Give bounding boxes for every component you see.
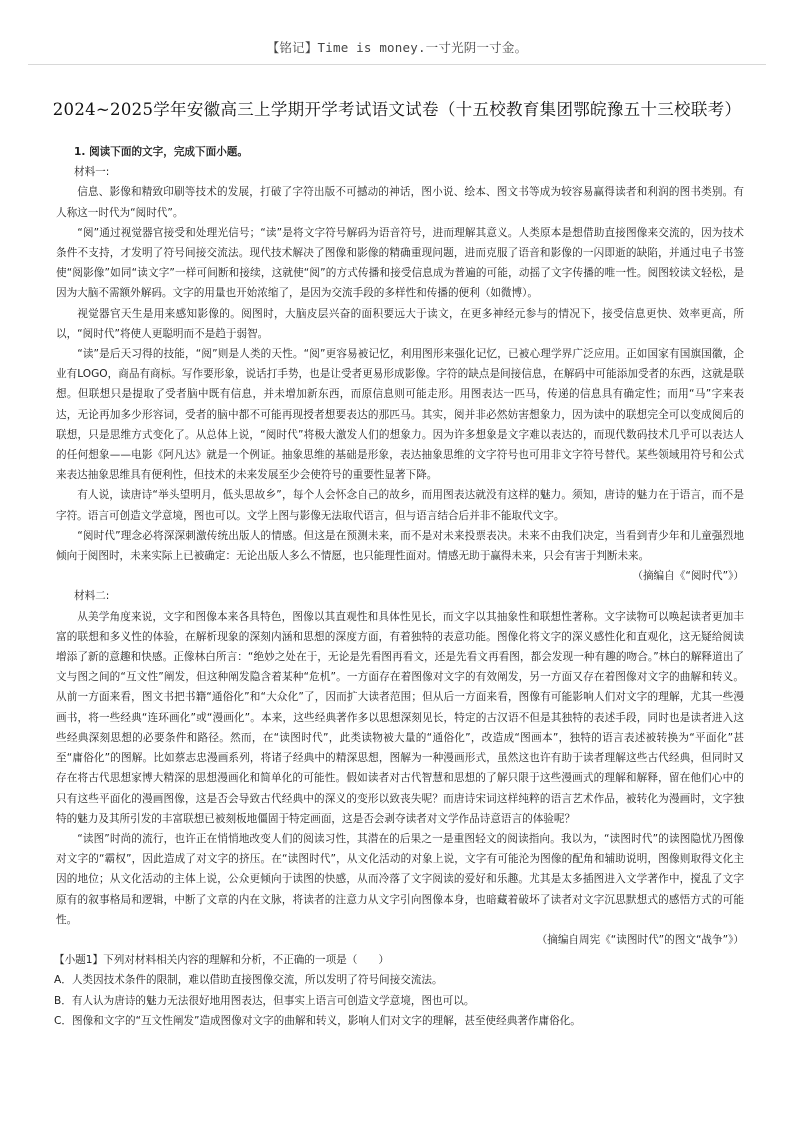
option-c: C．图像和文字的“互文性阐发”造成图像对文字的曲解和转义，影响人们对文字的理解，甚至使经典著作庸俗化。: [54, 1014, 581, 1027]
material2-label: 材料二:: [74, 590, 110, 603]
material2-paragraph: 从美学角度来说，文字和图像本来各具特色，图像以其直观性和具体性见长，而文字以其抽象性和联想性著称。文字读物可以唤起读者更加丰富的联想和多义性的体验，在解析现象的深刻内涵和思想的深度方面，有着独特的表意功能。图像化将文字的深义感性化和直观化，这无疑给阅读增添了新的意趣和快感。正像林白所言：“绝妙之处在于，无论是先看图再看文，还是先看文再看图，都会发现一种有趣的吻合。”林白的解释道出了文与图之间的“互文性”阐发，但这种阐发隐含着某种“危机”。一方面存在着图像对文字的有效阐发，另一方面又存在着图像对文字的曲解和转义。从前一方面来看，图文书把书籍“通俗化”和“大众化”了，因而扩大读者范围；但从后一方面来看，图像有可能影响人们对文字的理解，尤其一些漫画书，将一些经典“连环画化”或“漫画化”。本来，这些经典著作多以思想深刻见长，特定的古汉语不但是其独特的表述手段，同时也是读者进入这些经典深刻思想的必要条件和路径。然而，在“读图时代”，此类读物被大量的“通俗化”，改造成“图画本”，独特的语言表述被转换为“平面化”甚至“庸俗化”的图解。比如蔡志忠漫画系列，将诸子经典中的精深思想，图解为一种漫画形式，虽然这也许有助于读者理解这些古代经典，但同时又存在将古代思想家博大精深的思想漫画化和简单化的可能性。假如读者对古代智慧和思想的了解只限于这些漫画式的理解和解释，留在他们心中的只有这些平面化的漫画图像，这是否会导致古代经典中的深义的变形以致丧失呢？而唐诗宋词这样纯粹的语言艺术作品，被转化为漫画时，文字独特的魅力及其所引发的丰富联想已被刻板地僵固于特定画面，这是否会剥夺读者对文学作品诗意语言的体验呢？: [56, 610, 744, 825]
option-a: A．人类因技术条件的限制，难以借助直接图像交流，所以发明了符号间接交流法。: [54, 974, 443, 987]
material1-paragraph: 信息、影像和精致印刷等技术的发展，打破了字符出版不可撼动的神话，图小说、绘本、图文书等成为较容易赢得读者和利润的图书类别。有人称这一时代为“阅时代”。: [56, 186, 744, 219]
material1-paragraph: 视觉器官天生是用来感知影像的。阅图时，大脑皮层兴奋的面积要远大于读文，在更多神经元参与的情况下，接受信息更快、效率更高，所以，“阅时代”将使人更聪明而不是趋于弱智。: [56, 307, 744, 340]
subquestion-1-prompt: 【小题1】下列对材料相关内容的理解和分析，不正确的一项是（ ）: [54, 954, 390, 967]
material1-paragraph: “阅时代”理念必将深深刺激传统出版人的情感。但这是在预测未来，而不是对未来投票表决。未来不由我们决定，当看到青少年和儿童强烈地倾向于阅图时，未来实际上已被确定：无论出版人多么不情愿，也只能理性面对。情感无助于赢得未来，只会有害于判断未来。: [56, 529, 744, 563]
header-divider: [28, 64, 766, 65]
motto-header: 【铭记】Time is money.一寸光阴一寸金。: [266, 40, 528, 55]
document-title: 2024~2025学年安徽高三上学期开学考试语文试卷（十五校教育集团鄂皖豫五十三校联考）: [52, 100, 742, 119]
material1-paragraph: “读”是后天习得的技能，“阅”则是人类的天性。“阅”更容易被记忆，利用图形来强化记忆，已被心理学界广泛应用。正如国家有国旗国徽，企业有LOGO，商品有商标。写作要形象，说话打手势，也是让受者更易形成影像。字符的缺点是间接信息，在解码中可能添加受者的东西，这就是联想。但联想只是提取了受者脑中既有信息，并未增加新东西，而原信息则可能走形。用图表达一匹马，传递的信息具有确定性；而用“马”字来表达，无论再加多少形容词，受者的脑中都不可能再现授者想要表达的那匹马。其实，阅并非必然妨害想象力，因为读中的联想完全可以变成阅后的联想，只是思维方式变化了。从总体上说，“阅时代”将极大激发人们的想象力。因为许多想象是文字难以表达的，而现代数码技术几乎可以表达人的任何想象——电影《阿凡达》就是一个例证。抽象思维的基础是形象，表达抽象思维的文字符号也可用非文字符号替代。某些领域用符号和公式来表达抽象思维具有便利性，但技术的未来发展至少会使符号的重要性显著下降。: [56, 348, 744, 482]
material1-paragraph: “阅”通过视觉器官接受和处理光信号；“读”是将文字符号解码为语音符号，进而理解其意义。人类原本是想借助直接图像来交流的，因为技术条件不支持，才发明了符号间接交流法。现代技术解决了图像和影像的精确重现问题，进而克服了语音和影像的一闪即逝的缺陷，并通过电子书签使“阅影像”如同“读文字”一样可间断和接续，这就使“阅”的方式传播和接受信息成为普遍的可能，动摇了文字传播的唯一性。阅图较读文轻松，是因为大脑不需额外解码。文字的用量也开始浓缩了，是因为交流手段的多样性和传播的便利（如微博）。: [56, 226, 744, 300]
option-b: B．有人认为唐诗的魅力无法很好地用图表达，但事实上语言可创造文学意境，图也可以。: [54, 994, 475, 1007]
material1-paragraph: 有人说，读唐诗“举头望明月，低头思故乡”，每个人会怀念自己的故乡，而用图表达就没有这样的魅力。须知，唐诗的魅力在于语言，而不是字符。语言可创造文学意境，图也可以。文学上图与影像无法取代语言，但与语言结合后并非不能取代文字。: [56, 489, 744, 522]
material2-paragraph: “读图”时尚的流行，也许正在悄悄地改变人们的阅读习性，其潜在的后果之一是重图轻文的阅读指向。我以为，“读图时代”的读图隐忧乃图像对文字的“霸权”，因此造成了对文字的挤压。在“读图时代”，从文化活动的对象上说，文字有可能沦为图像的配角和辅助说明，图像则取得文化主因的地位；从文化活动的主体上说，公众更倾向于读图的快感，从而冷落了文字阅读的爱好和乐趣。尤其是太多插图进入文学著作中，搅乱了文字原有的叙事格局和逻辑，中断了文章的内在文脉，将读者的注意力从文字引向图像本身，也暗藏着破坏了读者对文字沉思默想式的感悟方式的可能性。: [56, 832, 744, 926]
question-heading: 1. 阅读下面的文字，完成下面小题。: [74, 146, 248, 158]
material2-source: （摘编自周宪《“读图时代”的图文“战争”》）: [536, 933, 744, 946]
material1-source: （摘编自《“阅时代”》）: [632, 570, 744, 583]
material1-label: 材料一:: [74, 166, 110, 179]
question-content: [56, 142, 744, 1031]
